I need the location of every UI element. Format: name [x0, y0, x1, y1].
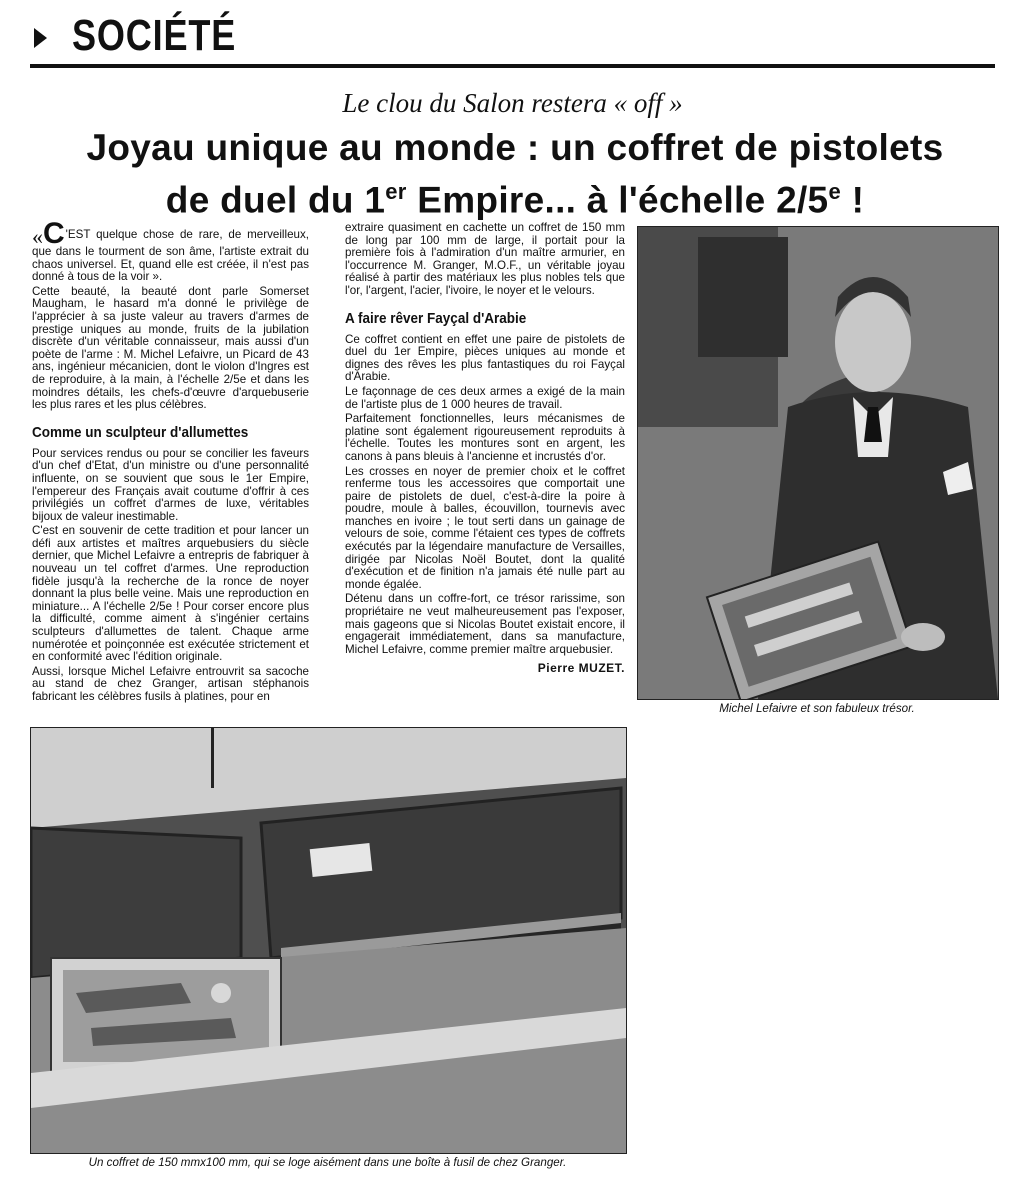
- headline-sup1: er: [385, 179, 407, 204]
- lead-quote: «: [32, 224, 43, 249]
- section-rule: [30, 64, 995, 68]
- section-arrow-icon: [34, 28, 47, 48]
- article-column-2: [345, 222, 625, 677]
- paragraph: Pour services rendus ou pour se concilier les faveurs d'un chef d'Etat, d'un ministre ou d'une personnalité influente, on se souvient que sous le 1er Empire, l'empereur des Français avait coutume d'offrir à ces privilégiés un coffret d'armes de luxe, véritables bijoux de valeur inestimable.: [32, 446, 309, 523]
- section-label: SOCIÉTÉ: [72, 11, 237, 60]
- headline-line1: Joyau unique au monde : un coffret de pistolets: [86, 127, 944, 168]
- paragraph: Le façonnage de ces deux armes a exigé de la main de l'artiste plus de 1 000 heures de travail.: [345, 384, 625, 411]
- headline-sup2: e: [828, 179, 841, 204]
- paragraph: Parfaitement fonctionnelles, leurs mécanismes de platine sont également rigoureusement reproduits à l'échelle. Toutes les montures sont en argent, les canons à pans bleuis à l'ancienne et incrustés d'or.: [345, 412, 625, 463]
- portrait-caption: Michel Lefaivre et son fabuleux trésor.: [719, 702, 915, 715]
- headline-line2b: Empire... à l'échelle 2/5: [406, 179, 829, 221]
- paragraph: Ce coffret contient en effet une paire de pistolets de duel du 1er Empire, pièces uniques au monde et dignes des rêves les plus fantastiques du roi Fayçal d'Arabie.: [345, 332, 625, 384]
- paragraph: Les crosses en noyer de premier choix et le coffret renferme tous les accessoires que comportait une paire de pistolets de duel, c'est-à-dire la poire à poudre, moule à balles, écouvillon, tournevis avec manches en ivoire ; le tout serti dans un gainage de velours de soie, comme l'étaient ces types de coffrets exécutés par la légendaire manufacture de Versailles, dirigée par Nicolas Noël Boutet, dont la qualité d'exécution et de finition n'a jamais été nulle part au monde égalée.: [345, 464, 625, 591]
- paragraph: C'est en souvenir de cette tradition et pour lancer un défi aux artistes et maîtres arquebusiers du siècle dernier, que Michel Lefaivre a entrepris de fabriquer à nouveau un tel coffret d'armes. Une reproduction fidèle jusqu'à la recherche de la ronce de noyer donnant la plus belle veine. Mais une reproduction en miniature... A l'échelle 2/5e ! Pour corser encore plus la difficulté, comme aiment à s'ingénier certains sculpteurs d'allumettes de talent. Chaque arme numérotée et poinçonnée est exécutée strictement et en conformité avec l'édition originale.: [32, 524, 309, 664]
- dropcap: C: [43, 217, 65, 250]
- headline: [30, 126, 1000, 222]
- case-caption: Un coffret de 150 mmx100 mm, qui se loge aisément dans une boîte à fusil de chez Granger.: [88, 1156, 567, 1169]
- portrait-photo: [637, 226, 999, 700]
- headline-line2a: de duel du 1: [165, 179, 386, 221]
- paragraph: Cette beauté, la beauté dont parle Somerset Maugham, le hasard m'a donné le privilège de l'apprécier à sa juste valeur au travers d'armes de prestige uniques au monde, fruits de la jubilation discrète d'un véritable connaisseur, mais aussi d'un poète de l'arme : M. Michel Lefaivre, un Picard de 43 ans, ingénieur mécanicien, dont le violon d'Ingres est de reproduire, à la main, à l'échelle 2/5e et dans les moindres détails, les chefs-d'œuvre d'arquebuserie les plus rares et les plus célèbres.: [32, 284, 309, 412]
- article-column-1: [32, 217, 309, 706]
- paragraph: extraire quasiment en cachette un coffret de 150 mm de long par 100 mm de large, il portait pour la première fois à l'admiration d'un maître armurier, en l'occurrence M. Granger, M.O.F., un véritable joyau réalisé à partir des matériaux les plus nobles tels que l'or, l'argent, l'acier, l'ivoire, le noyer et le velours.: [345, 221, 625, 297]
- lead-text: 'EST quelque chose de rare, de merveilleux, que dans le tourment de son âme, l'artiste extrait du chaos universel. Et, quand elle est créée, il n'est pas donné à tous de la voir ».: [32, 228, 309, 284]
- case-photo: [30, 727, 627, 1154]
- portrait-photo-illustration: [638, 227, 998, 699]
- subhead-sculpteur: Comme un sculpteur d'allumettes: [32, 423, 249, 441]
- paragraph: Détenu dans un coffre-fort, ce trésor rarissime, son propriétaire ne veut malheureusement pas l'exposer, mais gageons que si Nicolas Boutet existait encore, il engagerait immédiatement, dans sa manufacture, Michel Lefaivre, comme premier maître arquebusier.: [345, 592, 625, 656]
- section-header: [30, 8, 995, 64]
- subhead-faycal: A faire rêver Fayçal d'Arabie: [345, 309, 527, 327]
- lead-paragraph: [32, 217, 309, 284]
- headline-line2c: !: [840, 179, 865, 221]
- paragraph: Aussi, lorsque Michel Lefaivre entrouvrit sa sacoche au stand de chez Granger, artisan stéphanois fabricant les célèbres fusils à platines, pour en: [32, 664, 309, 703]
- byline: Pierre MUZET.: [537, 661, 625, 676]
- kicker: Le clou du Salon restera « off »: [342, 88, 683, 118]
- case-photo-illustration: [31, 728, 626, 1153]
